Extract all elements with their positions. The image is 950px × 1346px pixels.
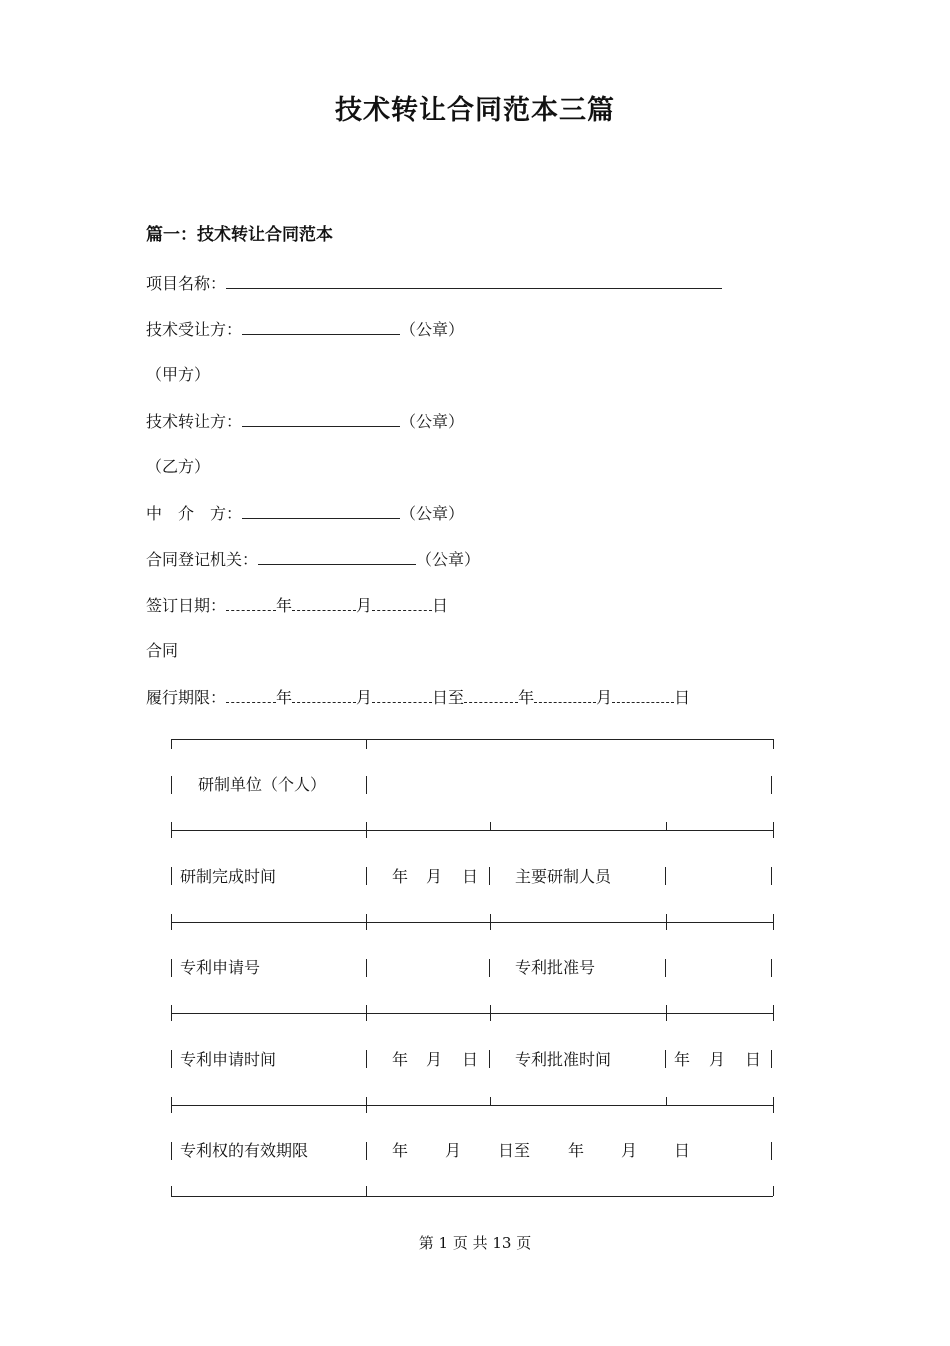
table-tick (773, 1097, 774, 1113)
table-bar (366, 959, 367, 977)
contract-label: 合同 (146, 641, 179, 660)
transferor-seal: （公章） (400, 412, 465, 431)
table-bar (489, 1050, 490, 1068)
grant-time-month: 月 (709, 1050, 726, 1069)
validity-end-year: 年 (568, 1141, 585, 1160)
app-time-month: 月 (426, 1050, 443, 1069)
registry-seal: （公章） (416, 550, 481, 569)
contract-line (146, 640, 178, 662)
table-bar (171, 776, 172, 794)
table-bar (665, 1050, 666, 1068)
table-rule (171, 922, 773, 923)
validity-day-to: 日至 (498, 1141, 531, 1160)
table-bar (771, 776, 772, 794)
term-day-to-label: 日至 (432, 688, 465, 707)
registry-blank[interactable] (258, 548, 416, 565)
table-tick (366, 1097, 367, 1113)
table-bar (665, 959, 666, 977)
term-start-month-label: 月 (356, 688, 373, 707)
app-time-year: 年 (392, 1050, 409, 1069)
table-tick (773, 914, 774, 930)
term-start-year-blank[interactable] (226, 686, 276, 703)
term-end-day-blank[interactable] (612, 686, 674, 703)
app-time-day: 日 (462, 1050, 479, 1069)
table-tick (666, 1005, 667, 1021)
term-start-month-blank[interactable] (292, 686, 356, 703)
document-title: 技术转让合同范本三篇 (335, 95, 615, 126)
table-tick (490, 1005, 491, 1021)
transferor-line (146, 410, 464, 433)
transferee-label: 技术受让方： (146, 320, 243, 339)
table-bar (171, 867, 172, 885)
table-bar (489, 959, 490, 977)
party-a-line (146, 364, 210, 386)
page-footer: 第 1 页 共 13 页 (418, 1234, 532, 1252)
main-developers-label: 主要研制人员 (515, 867, 612, 886)
patent-app-no-label: 专利申请号 (180, 958, 261, 977)
table-tick (366, 822, 367, 838)
table-bar (366, 1142, 367, 1160)
intermediary-label: 中 介 方： (146, 504, 243, 523)
term-end-month-blank[interactable] (534, 686, 596, 703)
table-tick (366, 914, 367, 930)
table-tick (366, 1005, 367, 1021)
table-bar (771, 959, 772, 977)
term-end-year-blank[interactable] (464, 686, 518, 703)
intermediary-seal: （公章） (400, 504, 465, 523)
intermediary-line (146, 502, 464, 525)
table-tick (366, 1186, 367, 1196)
table-tick (490, 914, 491, 930)
transferee-line (146, 318, 464, 341)
table-tick (773, 739, 774, 749)
term-start-year-label: 年 (276, 688, 293, 707)
term-start-day-blank[interactable] (372, 686, 432, 703)
table-tick (773, 1186, 774, 1196)
grant-time-year: 年 (674, 1050, 691, 1069)
party-a-label: （甲方） (146, 365, 211, 384)
table-tick (490, 822, 491, 830)
table-rule (171, 830, 773, 831)
table-tick (171, 1005, 172, 1021)
table-bar (171, 959, 172, 977)
registry-line (146, 548, 480, 571)
transferor-blank[interactable] (242, 410, 400, 427)
patent-validity-label: 专利权的有效期限 (180, 1141, 309, 1160)
sign-month-label: 月 (356, 596, 373, 615)
table-bar (771, 1050, 772, 1068)
table-rule (171, 1196, 773, 1197)
table-bar (771, 1142, 772, 1160)
table-tick (366, 739, 367, 749)
table-tick (490, 1097, 491, 1105)
table-bar (489, 867, 490, 885)
patent-grant-time-label: 专利批准时间 (515, 1050, 612, 1069)
table-rule (171, 1013, 773, 1014)
developer-label: 研制单位（个人） (198, 775, 327, 794)
grant-time-day: 日 (745, 1050, 762, 1069)
sign-year-blank[interactable] (226, 594, 276, 611)
term-end-year-label: 年 (518, 688, 535, 707)
table-tick (171, 822, 172, 838)
table-bar (171, 1050, 172, 1068)
table-bar (171, 1142, 172, 1160)
transferor-label: 技术转让方： (146, 412, 243, 431)
table-rule (171, 1105, 773, 1106)
sign-day-blank[interactable] (372, 594, 432, 611)
term-line (146, 686, 690, 709)
table-tick (773, 1005, 774, 1021)
sign-date-label: 签订日期： (146, 596, 227, 615)
sign-year-label: 年 (276, 596, 293, 615)
term-label: 履行期限： (146, 688, 227, 707)
term-end-month-label: 月 (596, 688, 613, 707)
party-b-label: （乙方） (146, 457, 211, 476)
table-tick (666, 822, 667, 830)
sign-day-label: 日 (432, 596, 449, 615)
transferee-blank[interactable] (242, 318, 400, 335)
table-bar (366, 776, 367, 794)
table-bar (665, 867, 666, 885)
table-bar (366, 867, 367, 885)
registry-label: 合同登记机关： (146, 550, 259, 569)
completion-year: 年 (392, 867, 409, 886)
validity-end-month: 月 (621, 1141, 638, 1160)
table-tick (773, 822, 774, 838)
table-tick (666, 1097, 667, 1105)
section-heading: 篇一：技术转让合同范本 (146, 225, 333, 245)
project-name-label: 项目名称： (146, 274, 227, 293)
project-name-blank[interactable] (226, 272, 722, 289)
validity-start-year: 年 (392, 1141, 409, 1160)
table-tick (171, 1097, 172, 1113)
completion-day: 日 (462, 867, 479, 886)
completion-month: 月 (426, 867, 443, 886)
sign-month-blank[interactable] (292, 594, 356, 611)
sign-date-line (146, 594, 448, 617)
completion-time-label: 研制完成时间 (180, 867, 277, 886)
patent-app-time-label: 专利申请时间 (180, 1050, 277, 1069)
table-rule (171, 739, 773, 740)
party-b-line (146, 456, 210, 478)
table-bar (771, 867, 772, 885)
table-tick (666, 914, 667, 930)
validity-start-month: 月 (445, 1141, 462, 1160)
table-tick (171, 739, 172, 749)
term-end-day-label: 日 (674, 688, 691, 707)
transferee-seal: （公章） (400, 320, 465, 339)
project-name-line (146, 272, 722, 295)
table-bar (366, 1050, 367, 1068)
table-tick (171, 1186, 172, 1196)
validity-end-day: 日 (674, 1141, 691, 1160)
table-tick (171, 914, 172, 930)
patent-grant-no-label: 专利批准号 (515, 958, 596, 977)
intermediary-blank[interactable] (242, 502, 400, 519)
